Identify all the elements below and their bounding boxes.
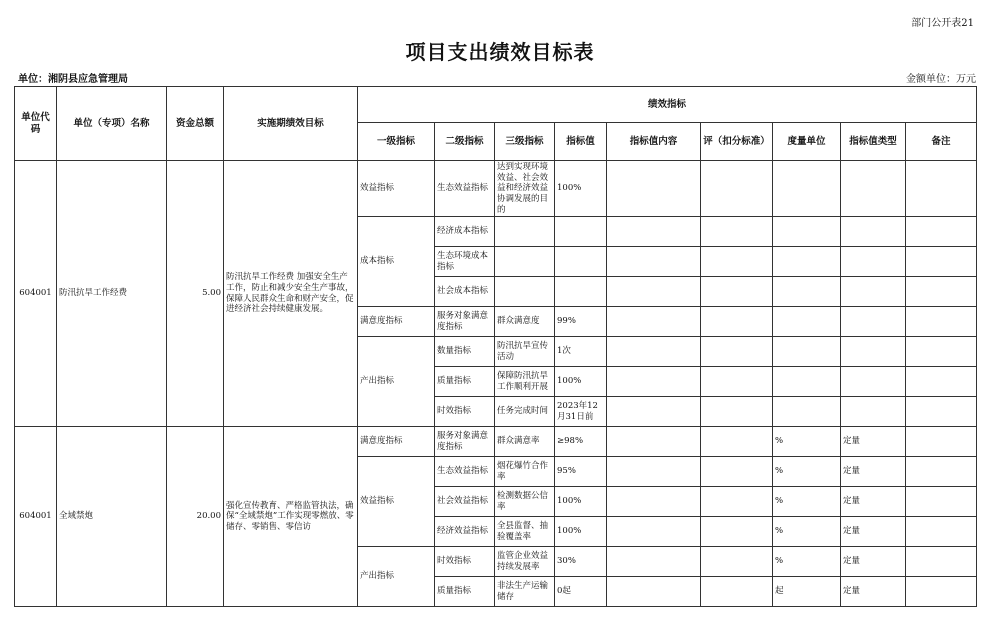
col-header-goal: 实施期绩效目标 (224, 87, 358, 161)
col-header-value: 指标值 (555, 123, 607, 161)
score-cell (701, 367, 773, 397)
content-cell (607, 307, 701, 337)
type-cell (841, 397, 906, 427)
measure-cell (773, 247, 841, 277)
level2-cell: 服务对象满意度指标 (435, 307, 495, 337)
score-cell (701, 161, 773, 217)
value-cell: 30% (555, 547, 607, 577)
project-total: 20.00 (167, 427, 224, 607)
level2-cell: 生态效益指标 (435, 457, 495, 487)
level2-cell: 质量指标 (435, 367, 495, 397)
content-cell (607, 457, 701, 487)
level1-cell: 产出指标 (358, 337, 435, 427)
level3-cell: 防汛抗旱宣传活动 (495, 337, 555, 367)
score-cell (701, 577, 773, 607)
value-cell: 100% (555, 487, 607, 517)
level2-cell: 时效指标 (435, 547, 495, 577)
level3-cell: 监管企业效益持续发展率 (495, 547, 555, 577)
type-cell: 定量 (841, 517, 906, 547)
project-name: 防汛抗旱工作经费 (57, 161, 167, 427)
level2-cell: 社会效益指标 (435, 487, 495, 517)
level3-cell (495, 277, 555, 307)
score-cell (701, 217, 773, 247)
measure-cell (773, 367, 841, 397)
col-header-name: 单位（专项）名称 (57, 87, 167, 161)
level3-cell (495, 247, 555, 277)
score-cell (701, 277, 773, 307)
level1-cell: 满意度指标 (358, 307, 435, 337)
content-cell (607, 277, 701, 307)
level3-cell: 检测数据公信率 (495, 487, 555, 517)
col-header-score: 评（扣分标准） (701, 123, 773, 161)
col-header-note: 备注 (906, 123, 977, 161)
type-cell (841, 337, 906, 367)
score-cell (701, 337, 773, 367)
page-title: 项目支出绩效目标表 (405, 40, 595, 64)
score-cell (701, 487, 773, 517)
table-row (15, 427, 977, 457)
col-header-code: 单位代码 (15, 87, 57, 161)
note-cell (906, 427, 977, 457)
project-goal: 防汛抗旱工作经费 加强安全生产工作，防止和减少安全生产事故，保障人民群众生命和财产安全，促进经济社会持续健康发展。 (224, 161, 358, 427)
level2-cell: 经济成本指标 (435, 217, 495, 247)
type-cell: 定量 (841, 547, 906, 577)
project-name: 全域禁炮 (57, 427, 167, 607)
level2-cell: 生态效益指标 (435, 161, 495, 217)
type-cell (841, 161, 906, 217)
value-cell: 1次 (555, 337, 607, 367)
level3-cell: 烟花爆竹合作率 (495, 457, 555, 487)
type-cell: 定量 (841, 427, 906, 457)
measure-cell: % (773, 487, 841, 517)
note-cell (906, 547, 977, 577)
project-total: 5.00 (167, 161, 224, 427)
level3-cell: 任务完成时间 (495, 397, 555, 427)
col-header-total: 资金总额 (167, 87, 224, 161)
measure-cell (773, 337, 841, 367)
value-cell: 100% (555, 367, 607, 397)
value-cell (555, 217, 607, 247)
level2-cell: 质量指标 (435, 577, 495, 607)
measure-cell (773, 217, 841, 247)
col-header-level3: 三级指标 (495, 123, 555, 161)
value-cell: 100% (555, 517, 607, 547)
type-cell: 定量 (841, 457, 906, 487)
type-cell (841, 217, 906, 247)
content-cell (607, 427, 701, 457)
level3-cell (495, 217, 555, 247)
value-cell: 2023年12月31日前 (555, 397, 607, 427)
value-cell: ≥98% (555, 427, 607, 457)
level1-cell: 效益指标 (358, 457, 435, 547)
score-cell (701, 307, 773, 337)
measure-cell (773, 277, 841, 307)
value-cell (555, 277, 607, 307)
score-cell (701, 427, 773, 457)
col-header-perf: 绩效指标 (358, 87, 977, 123)
level2-cell: 时效指标 (435, 397, 495, 427)
level1-cell: 产出指标 (358, 547, 435, 607)
content-cell (607, 487, 701, 517)
project-code: 604001 (15, 427, 57, 607)
content-cell (607, 397, 701, 427)
col-header-measure: 度量单位 (773, 123, 841, 161)
note-cell (906, 161, 977, 217)
value-cell: 99% (555, 307, 607, 337)
project-code: 604001 (15, 161, 57, 427)
type-cell (841, 247, 906, 277)
score-cell (701, 397, 773, 427)
measure-cell (773, 397, 841, 427)
level2-cell: 社会成本指标 (435, 277, 495, 307)
content-cell (607, 517, 701, 547)
unit-label: 单位：湘阴县应急管理局 (18, 74, 128, 85)
level2-cell: 生态环境成本指标 (435, 247, 495, 277)
value-cell (555, 247, 607, 277)
value-cell: 0起 (555, 577, 607, 607)
score-cell (701, 247, 773, 277)
type-cell (841, 307, 906, 337)
level2-cell: 服务对象满意度指标 (435, 427, 495, 457)
level2-cell: 经济效益指标 (435, 517, 495, 547)
col-header-content: 指标值内容 (607, 123, 701, 161)
col-header-level2: 二级指标 (435, 123, 495, 161)
score-cell (701, 457, 773, 487)
type-cell (841, 367, 906, 397)
amount-unit-label: 金额单位：万元 (906, 74, 976, 85)
type-cell: 定量 (841, 577, 906, 607)
measure-cell: 起 (773, 577, 841, 607)
note-cell (906, 577, 977, 607)
measure-cell: % (773, 427, 841, 457)
level3-cell: 全县监督、抽验覆盖率 (495, 517, 555, 547)
value-cell: 95% (555, 457, 607, 487)
note-cell (906, 217, 977, 247)
level3-cell: 保障防汛抗旱工作顺利开展 (495, 367, 555, 397)
note-cell (906, 487, 977, 517)
level1-cell: 满意度指标 (358, 427, 435, 457)
performance-table (14, 86, 977, 607)
level1-cell: 效益指标 (358, 161, 435, 217)
col-header-type: 指标值类型 (841, 123, 906, 161)
content-cell (607, 247, 701, 277)
measure-cell (773, 307, 841, 337)
measure-cell: % (773, 457, 841, 487)
note-cell (906, 277, 977, 307)
level3-cell: 群众满意度 (495, 307, 555, 337)
level2-cell: 数量指标 (435, 337, 495, 367)
content-cell (607, 161, 701, 217)
note-cell (906, 457, 977, 487)
note-cell (906, 397, 977, 427)
note-cell (906, 307, 977, 337)
measure-cell: % (773, 517, 841, 547)
measure-cell: % (773, 547, 841, 577)
type-cell: 定量 (841, 487, 906, 517)
note-cell (906, 367, 977, 397)
content-cell (607, 367, 701, 397)
project-goal: 强化宣传教育、严格监管执法，确保“全域禁炮”工作实现零燃放、零储存、零销售、零信访 (224, 427, 358, 607)
content-cell (607, 217, 701, 247)
table-row (15, 161, 977, 217)
measure-cell (773, 161, 841, 217)
type-cell (841, 277, 906, 307)
score-cell (701, 517, 773, 547)
col-header-level1: 一级指标 (358, 123, 435, 161)
value-cell: 100% (555, 161, 607, 217)
note-cell (906, 337, 977, 367)
content-cell (607, 547, 701, 577)
score-cell (701, 547, 773, 577)
note-cell (906, 247, 977, 277)
note-cell (906, 517, 977, 547)
content-cell (607, 337, 701, 367)
content-cell (607, 577, 701, 607)
level3-cell: 群众满意率 (495, 427, 555, 457)
level1-cell: 成本指标 (358, 217, 435, 307)
level3-cell: 非法生产运输储存 (495, 577, 555, 607)
form-code: 部门公开表21 (911, 18, 974, 29)
level3-cell: 达到实现环境效益、社会效益和经济效益协调发展的目的 (495, 161, 555, 217)
